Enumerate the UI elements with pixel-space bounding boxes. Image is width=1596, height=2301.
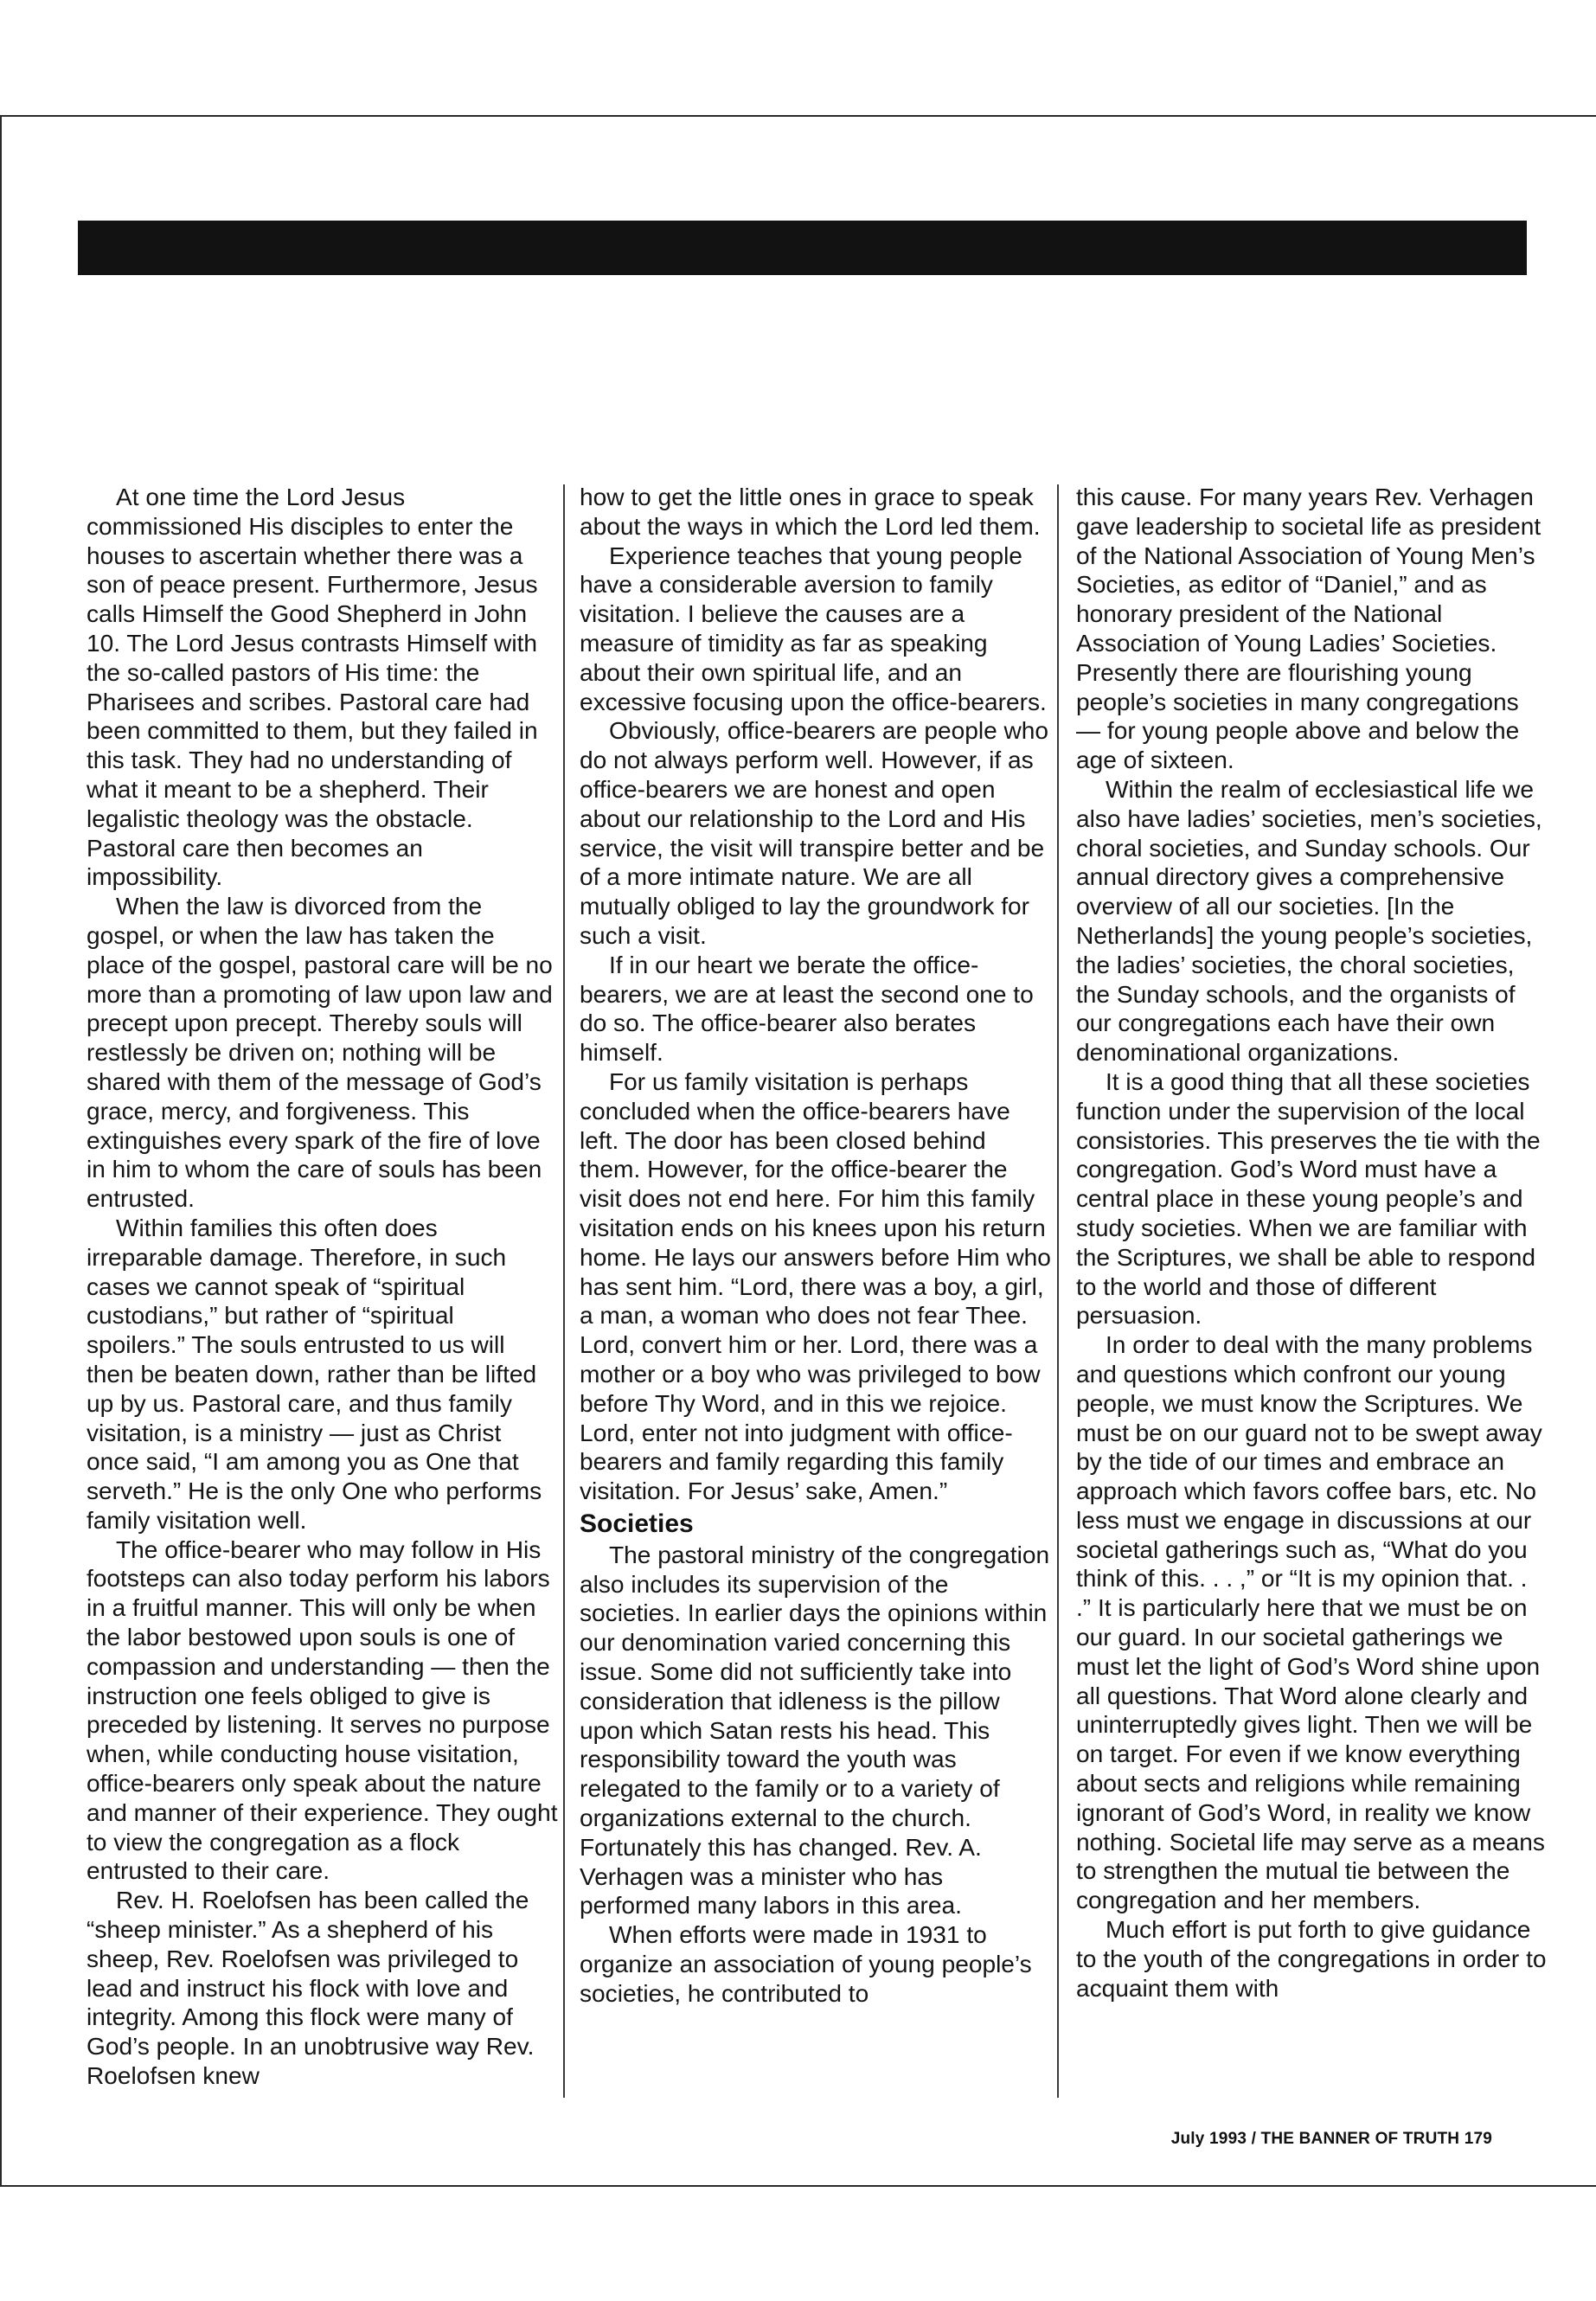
paragraph: Experience teaches that young people have a considerable aversion to family visitation. I believe the causes are a measure of timidity as far as speaking about their own spiritual life, and an excessive focusing upon the office-bearers.: [580, 542, 1047, 715]
paragraph: this cause. For many years Rev. Verhagen gave leadership to societal life as president of the National Association of Young Men’s Societies, as editor of “Daniel,” and as honorary president of the National Association of Young Ladies’ Societies. Presently there are flourishing young people’s societies in many congregations — for young people above and below the age of sixteen.: [1076, 484, 1542, 774]
paragraph: Within the realm of ecclesiastical life we also have ladies’ societies, men’s societies, choral societies, and Sunday schools. Our annual directory gives a comprehensive overview of all our societies. [In the Netherlands] the young people’s societies, the ladies’ societies, the choral societies, the Sunday schools, and the organists of our congregations each have their own denominational organizations.: [1076, 775, 1542, 1067]
column-divider: [1057, 484, 1059, 2098]
paragraph: In order to deal with the many problems and questions which confront our young people, we must know the Scriptures. We must be on our guard not to be swept away by the tide of our times and embrace an approach which favors coffee bars, etc. No less must we engage in discussions at our societal gatherings such as, “What do you think of this. . . ,” or “It is my opinion that. . .” It is particularly here that we must be on our guard. In our societal gatherings we must let the light of God’s Word shine upon all questions. That Word alone clearly and uninterruptedly gives light. Then we will be on target. For even if we know everything about sects and religions while remaining ignorant of God’s Word, in reality we know nothing. Societal life may serve as a means to strengthen the mutual tie between the congregation and her members.: [1076, 1331, 1545, 1914]
column-divider: [563, 484, 565, 2098]
section-heading-societies: Societies: [580, 1509, 694, 1538]
paragraph: For us family visitation is perhaps concluded when the office-bearers have left. The door has been closed behind them. However, for the office-bearer the visit does not end here. For him this family visitation ends on his knees upon his return home. He lays our answers before Him who has sent him. “Lord, there was a boy, a girl, a man, a woman who does not fear Thee. Lord, convert him or her. Lord, there was a mother or a boy who was privileged to bow before Thy Word, and in this we rejoice. Lord, enter not into judgment with office-bearers and family regarding this family visitation. For Jesus’ sake, Amen.”: [580, 1067, 1051, 1505]
paragraph: At one time the Lord Jesus commissioned His disciples to enter the houses to ascertain whether there was a son of peace present. Furthermore, Jesus calls Himself the Good Shepherd in John 10. The Lord Jesus contrasts Himself with the so-called pastors of His time: the Pharisees and scribes. Pastoral care had been committed to them, but they failed in this task. They had no understanding of what it meant to be a shepherd. Their legalistic theology was the obstacle. Pastoral care then becomes an impossibility.: [87, 484, 538, 891]
paragraph: When the law is divorced from the gospel, or when the law has taken the place of the gospel, pastoral care will be no more than a promoting of law upon law and precept upon precept. Thereby souls will restlessly be driven on; nothing will be shared with them of the message of God’s grace, mercy, and forgiveness. This extinguishes every spark of the fire of love in him to whom the care of souls has been entrusted.: [87, 893, 553, 1213]
bottom-rule: [0, 2185, 1596, 2187]
paragraph: When efforts were made in 1931 to organize an association of young people’s societies, he contributed to: [580, 1921, 1032, 2007]
paragraph: It is a good thing that all these societies function under the supervision of the local consistories. This preserves the tie with the congregation. God’s Word must have a central place in these young people’s and study societies. When we are familiar with the Scriptures, we shall be able to respond to the world and those of different persuasion.: [1076, 1067, 1541, 1330]
article-column-3: [1076, 483, 1548, 2003]
paragraph: The office-bearer who may follow in His footsteps can also today perform his labors in a fruitful manner. This will only be when the labor bestowed upon souls is one of compassion and understanding — then the instruction one feels obliged to give is preceded by listening. It serves no purpose when, while conducting house visitation, office-bearers only speak about the nature and manner of their experience. They ought to view the congregation as a flock entrusted to their care.: [87, 1535, 558, 1885]
paragraph: The pastoral ministry of the congregation also includes its supervision of the societies. In earlier days the opinions within our denomination varied concerning this issue. Some did not sufficiently take into consideration that idleness is the pillow upon which Satan rests his head. This responsibility toward the youth was relegated to the family or to a variety of organizations external to the church. Fortunately this has changed. Rev. A. Verhagen was a minister who has performed many labors in this area.: [580, 1541, 1050, 1920]
paragraph: Rev. H. Roelofsen has been called the “sheep minister.” As a shepherd of his sheep, Rev. Roelofsen was privileged to lead and instruct his flock with love and integrity. Among this flock were many of God’s people. In an unobtrusive way Rev. Roelofsen knew: [87, 1887, 535, 2090]
paragraph: If in our heart we berate the office-bearers, we are at least the second one to do so. The office-bearer also berates himself.: [580, 951, 1034, 1067]
left-margin-rule: [0, 115, 2, 2187]
paragraph: Much effort is put forth to give guidance to the youth of the congregations in order to acquaint them with: [1076, 1916, 1547, 2002]
paragraph: how to get the little ones in grace to speak about the ways in which the Lord led them.: [580, 484, 1041, 540]
header-banner-bar: [78, 221, 1527, 275]
paragraph: Obviously, office-bearers are people who do not always perform well. However, if as office-bearers we are honest and open about our relationship to the Lord and His service, the visit will transpire better and be of a more intimate nature. We are all mutually obliged to lay the groundwork for such a visit.: [580, 717, 1049, 949]
article-column-2: [580, 483, 1051, 2009]
article-column-1: [87, 483, 558, 2091]
paragraph: Within families this often does irreparable damage. Therefore, in such cases we cannot speak of “spiritual custodians,” but rather of “spiritual spoilers.” The souls entrusted to us will then be beaten down, rather than be lifted up by us. Pastoral care, and thus family visitation, is a ministry — just as Christ once said, “I am among you as One that serveth.” He is the only One who performs family visitation well.: [87, 1214, 542, 1534]
top-rule: [0, 115, 1596, 117]
page-footer: July 1993 / THE BANNER OF TRUTH 179: [1170, 2130, 1492, 2148]
